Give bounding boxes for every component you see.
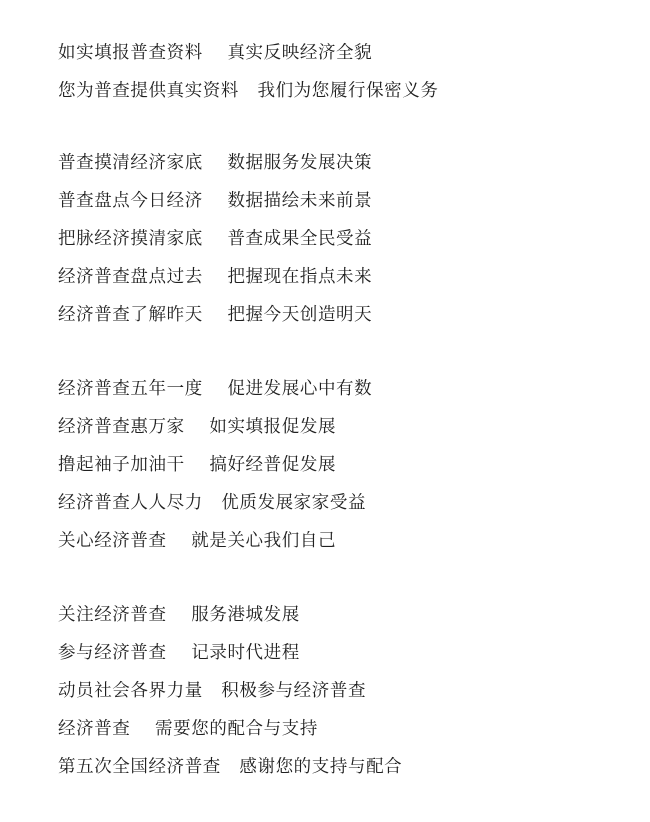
slogan-line: 您为普查提供真实资料 我们为您履行保密义务 bbox=[58, 81, 439, 101]
slogan-line: 撸起袖子加油干 搞好经普促发展 bbox=[58, 455, 337, 475]
slogan-line: 普查摸清经济家底 数据服务发展决策 bbox=[58, 153, 373, 173]
slogan-line: 第五次全国经济普查 感谢您的支持与配合 bbox=[58, 757, 403, 777]
slogan-line: 把脉经济摸清家底 普查成果全民受益 bbox=[58, 229, 373, 249]
slogan-line: 经济普查惠万家 如实填报促发展 bbox=[58, 417, 337, 437]
slogan-line: 如实填报普查资料 真实反映经济全貌 bbox=[58, 43, 373, 63]
slogan-group-4 bbox=[58, 596, 610, 786]
slogan-line: 经济普查五年一度 促进发展心中有数 bbox=[58, 379, 373, 399]
slogan-line: 经济普查盘点过去 把握现在指点未来 bbox=[58, 267, 373, 287]
slogan-line: 经济普查人人尽力 优质发展家家受益 bbox=[58, 493, 367, 513]
slogan-line: 普查盘点今日经济 数据描绘未来前景 bbox=[58, 191, 373, 211]
slogan-line: 经济普查 需要您的配合与支持 bbox=[58, 719, 318, 739]
slogan-line: 动员社会各界力量 积极参与经济普查 bbox=[58, 681, 367, 701]
slogan-group-3 bbox=[58, 370, 610, 560]
slogan-group-2 bbox=[58, 144, 610, 334]
slogan-line: 关注经济普查 服务港城发展 bbox=[58, 605, 300, 625]
slogan-group-1 bbox=[58, 34, 610, 110]
slogan-line: 参与经济普查 记录时代进程 bbox=[58, 643, 300, 663]
slogan-line: 关心经济普查 就是关心我们自己 bbox=[58, 531, 337, 551]
slogan-line: 经济普查了解昨天 把握今天创造明天 bbox=[58, 305, 373, 325]
